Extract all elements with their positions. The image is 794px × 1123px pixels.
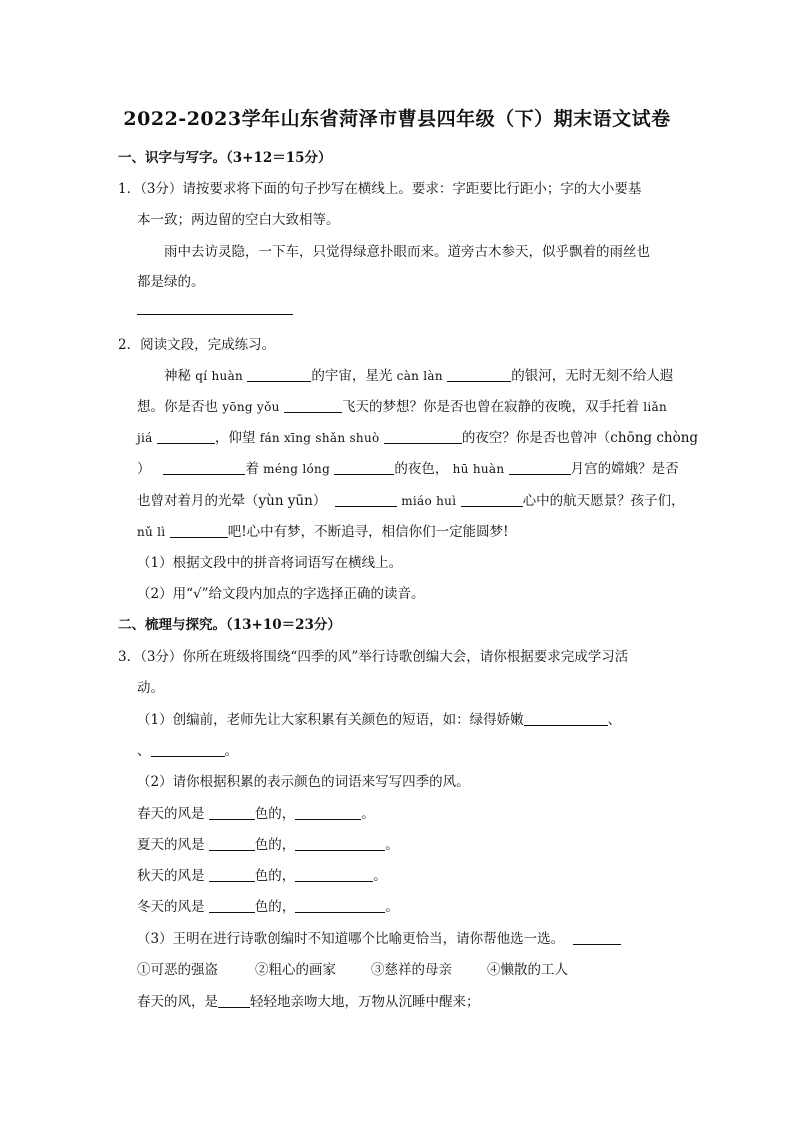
section-heading-2: 二、梳理与探究。（13+10＝23分） — [118, 617, 341, 633]
text: 也曾对着月的光晕（yùn yūn） — [137, 493, 327, 509]
q3-summer-line — [137, 833, 399, 853]
text: 色的， — [254, 837, 296, 853]
pinyin: jiá — [137, 431, 153, 445]
answer-blank[interactable] — [209, 867, 255, 882]
pinyin: nǔ lì — [137, 525, 166, 539]
q3-autumn-line — [137, 864, 387, 884]
q3-subquestion-2: （2）请你根据积累的表示颜色的词语来写写四季的风。 — [137, 774, 470, 790]
q2-paragraph-line-1 — [164, 364, 673, 384]
answer-blank[interactable] — [335, 492, 397, 507]
text: 春天的风是 — [137, 806, 205, 822]
q3-line-1: 3．（3分）你所在班级将围绕“四季的风”举行诗歌创编大会，请你根据要求完成学习活 — [118, 649, 629, 665]
q2-heading: 2．阅读文段，完成练习。 — [118, 337, 276, 353]
answer-blank[interactable] — [209, 836, 255, 851]
pinyin: hū huàn — [452, 462, 505, 476]
answer-blank[interactable] — [157, 429, 215, 444]
answer-blank[interactable] — [295, 898, 385, 913]
q3-spring-line — [137, 802, 375, 822]
q2-paragraph-line-5 — [137, 489, 685, 509]
answer-blank[interactable] — [524, 711, 608, 726]
q3-subquestion-1 — [137, 708, 621, 728]
text: 。 — [224, 743, 238, 759]
answer-blank[interactable] — [209, 805, 255, 820]
q2-subquestion-1: （1）根据文段中的拼音将词语写在横线上。 — [137, 555, 403, 571]
pinyin: fán xīng shǎn shuò — [259, 431, 380, 445]
pinyin: méng lóng — [263, 462, 331, 476]
text: 秋天的风是 — [137, 868, 205, 884]
answer-blank[interactable] — [509, 460, 571, 475]
text: 。 — [361, 806, 375, 822]
q1-answer-line[interactable] — [137, 314, 293, 315]
q2-paragraph-line-3 — [137, 426, 698, 446]
answer-blank[interactable] — [151, 742, 225, 757]
text: 色的， — [254, 806, 296, 822]
answer-blank[interactable] — [209, 898, 255, 913]
text: 飞天的梦想？你是否也曾在寂静的夜晚，双手托着 — [341, 399, 639, 415]
separator: 、 — [137, 743, 151, 759]
text: 。 — [385, 837, 399, 853]
text: 色的， — [254, 899, 296, 915]
option-4: ④懒散的工人 — [487, 962, 568, 978]
text: 心中的航天愿景？孩子们， — [522, 493, 685, 509]
answer-blank[interactable] — [295, 805, 361, 820]
answer-blank[interactable] — [295, 836, 385, 851]
section-heading-1: 一、识字与写字。（3+12＝15分） — [118, 150, 332, 166]
q3-subquestion-3 — [137, 927, 621, 947]
answer-blank[interactable] — [163, 460, 245, 475]
text: 想。你是否也 — [137, 399, 218, 415]
text: 吧!心中有梦，不断追寻，相信你们一定能圆梦! — [227, 524, 509, 540]
q3-metaphor-line — [137, 990, 480, 1010]
page-title: 2022-2023学年山东省菏泽市曹县四年级（下）期末语文试卷 — [123, 108, 671, 130]
answer-blank[interactable] — [247, 367, 311, 382]
q2-subquestion-2: （2）用“√”给文段内加点的字选择正确的读音。 — [137, 586, 425, 602]
q3-options — [137, 958, 568, 978]
text: 的夜色， — [394, 461, 449, 477]
text: 神秘 — [164, 368, 191, 384]
text: 的宇宙，星光 — [311, 368, 393, 384]
pinyin: miáo huì — [401, 494, 457, 508]
text: ） — [137, 461, 151, 477]
text: （1）创编前，老师先让大家积累有关颜色的短语，如：绿得娇嫩 — [137, 712, 524, 728]
text: 夏天的风是 — [137, 837, 205, 853]
answer-blank[interactable] — [447, 367, 511, 382]
answer-blank[interactable] — [384, 429, 462, 444]
pinyin: yōng yǒu — [222, 400, 280, 414]
q2-paragraph-line-6 — [137, 520, 509, 540]
text: 春天的风，是 — [137, 994, 218, 1010]
q3-line-2: 动。 — [137, 680, 164, 696]
q3-winter-line — [137, 895, 399, 915]
q1-passage-line-2: 都是绿的。 — [137, 274, 205, 290]
answer-blank[interactable] — [218, 993, 250, 1008]
answer-blank[interactable] — [573, 930, 621, 945]
option-1: ①可恶的强盗 — [137, 962, 218, 978]
text: 。 — [385, 899, 399, 915]
option-3: ③慈祥的母亲 — [371, 962, 452, 978]
answer-blank[interactable] — [170, 523, 228, 538]
text: ，仰望 — [214, 430, 256, 446]
pinyin: càn làn — [396, 369, 443, 383]
separator: 、 — [607, 712, 622, 728]
text: （3）王明在进行诗歌创编时不知道哪个比喻更恰当，请你帮他选一选。 — [137, 931, 565, 947]
q1-line-1: 1．（3分）请按要求将下面的句子抄写在横线上。要求：字距要比行距小；字的大小要基 — [118, 181, 642, 197]
text: 轻轻地亲吻大地，万物从沉睡中醒来； — [250, 994, 480, 1010]
q2-paragraph-line-4 — [137, 457, 679, 477]
text: 月宫的嫦娥？是否 — [570, 461, 679, 477]
text: 着 — [245, 461, 259, 477]
answer-blank[interactable] — [295, 867, 373, 882]
text: 的夜空？你是否也曾冲（chōng chòng — [461, 430, 699, 446]
pinyin: qí huàn — [195, 369, 244, 383]
q1-passage-line-1: 雨中去访灵隐，一下车，只觉得绿意扑眼而来。道旁古木参天，似乎飘着的雨丝也 — [164, 244, 650, 260]
pinyin: liǎn — [643, 400, 668, 414]
q1-line-2: 本一致；两边留的空白大致相等。 — [137, 212, 340, 228]
text: 冬天的风是 — [137, 899, 205, 915]
option-2: ②粗心的画家 — [255, 962, 336, 978]
answer-blank[interactable] — [284, 398, 342, 413]
text: 的银河，无时无刻不给人遐 — [511, 368, 674, 384]
q2-paragraph-line-2 — [137, 395, 667, 415]
answer-blank[interactable] — [461, 492, 523, 507]
text: 色的， — [254, 868, 296, 884]
answer-blank[interactable] — [334, 460, 394, 475]
q3-subquestion-1-cont — [137, 739, 238, 759]
text: 。 — [373, 868, 387, 884]
